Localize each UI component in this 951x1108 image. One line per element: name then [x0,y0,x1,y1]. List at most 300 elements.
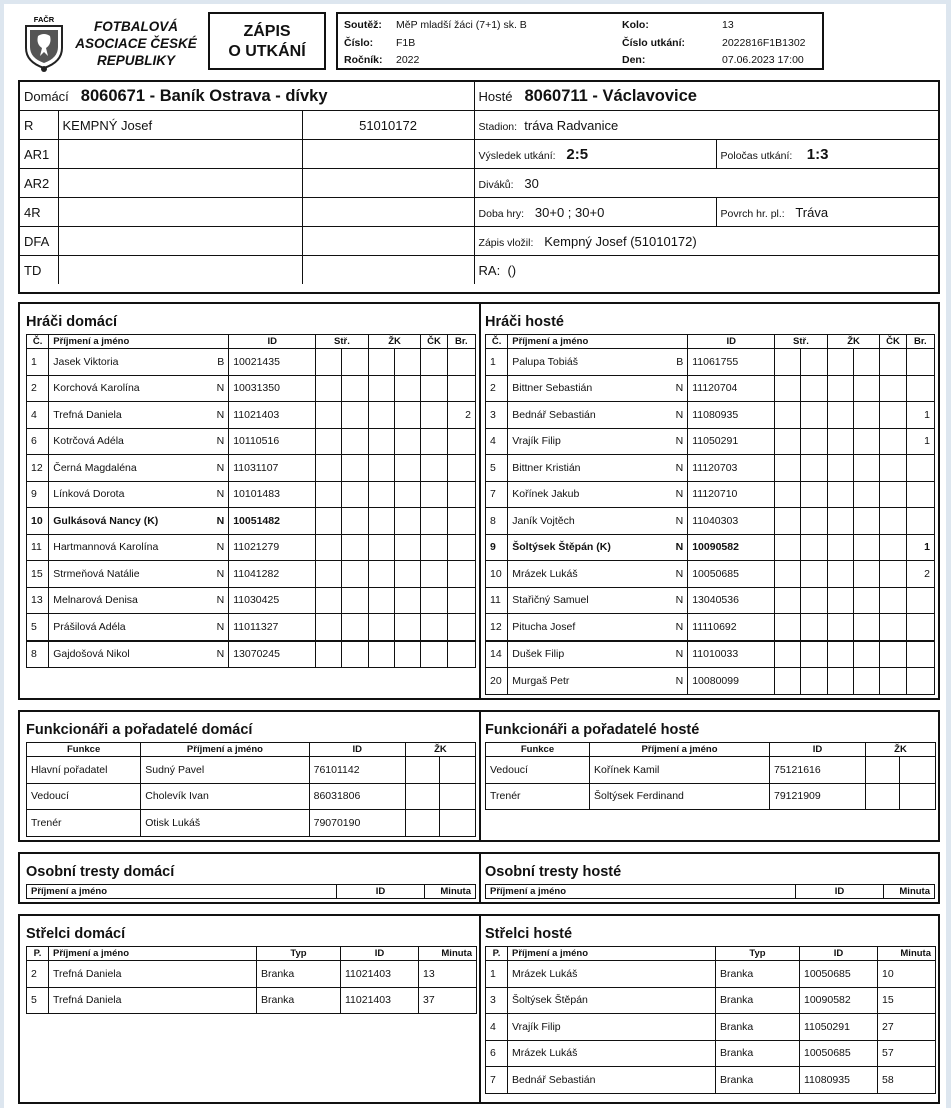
player-goals [906,614,934,641]
player-row [27,561,476,588]
empty-cell [880,455,906,482]
official-row [27,783,476,810]
empty-cell [880,668,906,695]
home-officials-table-wrap [26,742,476,837]
scorer-order: 3 [486,987,508,1014]
competition-label: Soutěž: [344,19,382,31]
player-row [486,455,935,482]
empty-cell [801,402,827,429]
empty-cell [801,428,827,455]
empty-cell [316,561,342,588]
player-goals [906,481,934,508]
player-name: Kotrčová Adéla [53,435,124,448]
player-number: 1 [27,349,49,376]
player-name: Dušek Filip [512,648,565,661]
association-line-3: REPUBLIKY [96,53,175,68]
empty-cell [421,508,447,535]
empty-cell [342,587,368,614]
player-name-cell [49,402,229,429]
player-number: 20 [486,668,508,695]
player-goals: 1 [906,428,934,455]
player-row [486,349,935,376]
column-header: Minuta [878,947,936,961]
player-number: 10 [27,508,49,535]
empty-cell [368,402,394,429]
empty-cell [880,587,906,614]
column-header: Minuta [419,947,477,961]
empty-cell [827,587,853,614]
player-flag: N [675,488,684,501]
player-number: 8 [486,508,508,535]
empty-cell [854,402,880,429]
scorer-type: Branka [716,961,800,988]
empty-cell [316,349,342,376]
empty-cell [395,375,421,402]
column-header: ID [796,885,884,899]
surface-cell [716,198,938,227]
empty-cell [827,508,853,535]
empty-cell [342,428,368,455]
scorers-away-table [485,946,936,1094]
empty-cell [827,481,853,508]
player-flag: N [675,408,684,421]
official-name [58,140,302,169]
empty-cell [316,614,342,641]
home-team-cell [20,82,474,111]
official-id [302,169,474,198]
player-row [486,614,935,641]
official-role: Vedoucí [486,757,590,784]
player-goals [447,481,475,508]
scorer-minute: 37 [419,987,477,1014]
player-flag: N [216,382,225,395]
away-players-title: Hráči hosté [485,314,564,330]
official-role: Hlavní pořadatel [27,757,141,784]
player-name-cell [49,428,229,455]
player-id: 10051482 [229,508,316,535]
scorer-type: Branka [716,1040,800,1067]
players-home-table [26,334,476,668]
duration-cell [474,198,716,227]
empty-cell [880,375,906,402]
empty-cell [368,428,394,455]
scorer-minute: 10 [878,961,936,988]
empty-cell [368,349,394,376]
away-scorers-table-wrap [485,946,936,1094]
round-value: 13 [722,19,734,31]
empty-cell [316,402,342,429]
column-header: Příjmení a jméno [508,947,716,961]
scorer-row [486,1040,936,1067]
player-flag: N [675,461,684,474]
spectators-value: 30 [524,175,539,191]
report-title [208,12,326,70]
ra-value: () [507,262,517,278]
result-cell [474,140,716,169]
scorer-name: Bednář Sebastián [508,1067,716,1094]
player-id: 13070245 [229,641,316,668]
empty-cell [395,641,421,668]
player-goals: 2 [447,402,475,429]
player-goals [906,641,934,668]
number-value: F1B [396,37,416,49]
player-name: Strmeňová Natálie [53,567,140,580]
player-name-cell [49,587,229,614]
empty-cell [316,587,342,614]
column-header: Příjmení a jméno [49,947,257,961]
empty-cell [342,455,368,482]
empty-cell [801,614,827,641]
player-name-cell [49,534,229,561]
spectators-cell [474,169,938,198]
player-flag: N [675,620,684,633]
player-name-cell [49,561,229,588]
player-goals: 1 [906,402,934,429]
away-team-name: 8060711 - Václavovice [524,86,697,105]
empty-cell [316,481,342,508]
scorer-row [27,961,477,988]
player-goals: 1 [906,534,934,561]
empty-cell [801,534,827,561]
scorer-name: Šoltýsek Štěpán [508,987,716,1014]
scorer-minute: 15 [878,987,936,1014]
empty-cell [801,668,827,695]
scorer-order: 4 [486,1014,508,1041]
empty-cell [421,428,447,455]
empty-cell [775,402,801,429]
home-label: Domácí [24,88,69,104]
player-name: Jasek Viktoria [53,355,119,368]
player-row [486,481,935,508]
player-name: Korchová Karolína [53,382,140,395]
official-id [302,140,474,169]
player-goals [447,534,475,561]
player-number: 3 [486,402,508,429]
column-header: ŽK [866,743,936,757]
empty-cell [421,561,447,588]
spectators-label: Diváků: [478,178,514,191]
scorer-type: Branka [257,987,341,1014]
official-name: Šoltýsek Ferdinand [590,783,770,810]
player-flag: N [675,514,684,527]
official-id: 76101142 [309,757,405,784]
column-header: P. [27,947,49,961]
entered-by-cell [474,227,938,256]
empty-cell [880,402,906,429]
player-row [486,668,935,695]
player-name-cell [49,508,229,535]
scorer-order: 1 [486,961,508,988]
player-goals [906,455,934,482]
empty-cell [368,455,394,482]
empty-cell [421,402,447,429]
official-id [302,227,474,256]
empty-cell [775,587,801,614]
player-id: 11080935 [688,402,775,429]
player-name: Šoltýsek Štěpán (K) [512,541,611,554]
ra-cell [474,256,938,285]
stadium-label: Stadion: [478,120,518,133]
player-row [486,641,935,668]
day-label: Den: [622,54,646,66]
player-number: 4 [486,428,508,455]
player-name: Línková Dorota [53,488,125,501]
empty-cell [827,668,853,695]
player-number: 2 [486,375,508,402]
player-row [27,587,476,614]
ra-label: RA: [478,262,501,278]
empty-cell [395,402,421,429]
empty-cell [880,614,906,641]
number-label: Číslo: [344,37,374,49]
empty-cell [880,481,906,508]
column-header: ID [688,335,775,349]
official-name [58,227,302,256]
halftime-label: Poločas utkání: [720,149,793,162]
column-header: Typ [716,947,800,961]
player-row [486,508,935,535]
player-goals [447,428,475,455]
empty-cell [866,783,900,810]
match-number-value: 2022816F1B1302 [722,37,806,49]
scorer-type: Branka [716,1014,800,1041]
player-id: 10031350 [229,375,316,402]
empty-cell [395,428,421,455]
empty-cell [880,428,906,455]
empty-cell [395,481,421,508]
penalties-divider [479,854,481,902]
scorer-row [27,987,477,1014]
player-flag: N [216,461,225,474]
column-header: Příjmení a jméno [508,335,688,349]
empty-cell [368,561,394,588]
player-name: Palupa Tobiáš [512,355,579,368]
association-line-1: FOTBALOVÁ [94,19,178,34]
empty-cell [368,534,394,561]
empty-cell [854,534,880,561]
player-id: 13040536 [688,587,775,614]
player-name-cell [49,641,229,668]
official-id: 86031806 [309,783,405,810]
report-title-line-2: O UTKÁNÍ [228,43,306,60]
player-row [27,508,476,535]
column-header: ID [229,335,316,349]
official-role: 4R [20,198,58,227]
empty-cell [775,561,801,588]
player-goals [906,668,934,695]
player-row [27,534,476,561]
report-title-line-1: ZÁPIS [243,23,291,40]
player-flag: N [675,382,684,395]
empty-cell [368,587,394,614]
team-officials-box [18,710,940,842]
player-number: 12 [486,614,508,641]
player-number: 11 [27,534,49,561]
player-name: Mrázek Lukáš [512,567,578,580]
scorer-name: Mrázek Lukáš [508,961,716,988]
players-away-table [485,334,935,695]
player-name-cell [508,508,688,535]
empty-cell [801,641,827,668]
player-name: Bittner Sebastián [512,382,593,395]
official-role: Trenér [486,783,590,810]
player-goals [447,561,475,588]
player-row [486,534,935,561]
empty-cell [421,587,447,614]
empty-cell [801,508,827,535]
empty-cell [439,810,475,837]
player-name-cell [508,561,688,588]
player-name: Bednář Sebastián [512,408,596,421]
empty-cell [775,349,801,376]
home-players-title: Hráči domácí [26,314,118,330]
entered-by-value: Kempný Josef (51010172) [544,233,697,249]
column-header: Č. [27,335,49,349]
scorer-type: Branka [257,961,341,988]
away-label: Hosté [478,88,513,104]
empty-cell [827,561,853,588]
empty-cell [342,561,368,588]
column-header: Příjmení a jméno [486,885,796,899]
column-header: ŽK [827,335,880,349]
player-row [27,349,476,376]
official-role: Vedoucí [27,783,141,810]
player-name: Janík Vojtěch [512,514,575,527]
year-label: Ročník: [344,54,383,66]
column-header: Br. [906,335,934,349]
player-number: 2 [27,375,49,402]
official-row [27,810,476,837]
scorer-type: Branka [716,987,800,1014]
player-id: 10050685 [688,561,775,588]
empty-cell [368,641,394,668]
player-row [27,428,476,455]
official-role: R [20,111,58,140]
officials-away-table [485,742,936,810]
result-value: 2:5 [566,145,589,163]
official-id: 79121909 [770,783,866,810]
player-name-cell [508,534,688,561]
player-goals [447,375,475,402]
empty-cell [854,668,880,695]
empty-cell [421,534,447,561]
player-name-cell [508,428,688,455]
match-info-header [336,12,824,70]
empty-cell [405,757,439,784]
column-header: ID [337,885,425,899]
player-name: Pitucha Josef [512,620,576,633]
player-flag: N [216,541,225,554]
entered-by-label: Zápis vložil: [478,236,534,249]
player-flag: N [675,541,684,554]
player-flag: N [216,408,225,421]
scorer-minute: 57 [878,1040,936,1067]
player-flag: N [675,567,684,580]
official-name: Sudný Pavel [141,757,309,784]
official-name [58,169,302,198]
player-name-cell [508,375,688,402]
player-name-cell [508,481,688,508]
empty-cell [421,641,447,668]
empty-cell [342,534,368,561]
player-number: 11 [486,587,508,614]
player-number: 9 [27,481,49,508]
scorer-order: 7 [486,1067,508,1094]
official-id: 51010172 [302,111,474,140]
empty-cell [854,375,880,402]
empty-cell [405,810,439,837]
player-flag: N [216,435,225,448]
empty-cell [775,641,801,668]
round-label: Kolo: [622,19,649,31]
official-name: Otisk Lukáš [141,810,309,837]
year-value: 2022 [396,54,420,66]
empty-cell [880,534,906,561]
scorer-name: Vrajík Filip [508,1014,716,1041]
home-scorers-table-wrap [26,946,477,1014]
competition-value: MěP mladší žáci (7+1) sk. B [396,19,527,31]
player-name: Trefná Daniela [53,408,122,421]
players-box [18,302,940,700]
player-number: 14 [486,641,508,668]
official-name: Cholevík Ivan [141,783,309,810]
halftime-value: 1:3 [806,145,829,163]
scorer-row [486,1014,936,1041]
scorers-box [18,914,940,1104]
empty-cell [421,614,447,641]
scorer-id: 10050685 [800,1040,878,1067]
official-role: DFA [20,227,58,256]
scorers-home-table [26,946,477,1014]
empty-cell [405,783,439,810]
player-id: 11030425 [229,587,316,614]
player-name: Bittner Kristián [512,461,581,474]
away-penalties-title: Osobní tresty hosté [485,864,622,880]
empty-cell [880,561,906,588]
players-divider [479,304,481,698]
player-id: 11040303 [688,508,775,535]
empty-cell [775,375,801,402]
player-name: Vrajík Filip [512,435,561,448]
empty-cell [368,481,394,508]
scorer-id: 11021403 [341,961,419,988]
empty-cell [342,614,368,641]
empty-cell [880,641,906,668]
player-id: 10110516 [229,428,316,455]
away-officials-title: Funkcionáři a pořadatelé hosté [485,722,700,738]
empty-cell [368,614,394,641]
halftime-cell [716,140,938,169]
empty-cell [395,614,421,641]
player-name-cell [49,375,229,402]
home-scorers-title: Střelci domácí [26,926,126,942]
empty-cell [342,349,368,376]
home-penalties-table [26,884,476,899]
empty-cell [801,481,827,508]
empty-cell [827,375,853,402]
player-row [486,561,935,588]
player-name: Černá Magdaléna [53,461,137,474]
player-flag: N [216,594,225,607]
scorer-order: 2 [27,961,49,988]
player-flag: N [216,567,225,580]
player-name-cell [49,614,229,641]
officials-divider [479,712,481,840]
player-name: Kořínek Jakub [512,488,580,501]
player-id: 10021435 [229,349,316,376]
empty-cell [316,534,342,561]
empty-cell [395,508,421,535]
